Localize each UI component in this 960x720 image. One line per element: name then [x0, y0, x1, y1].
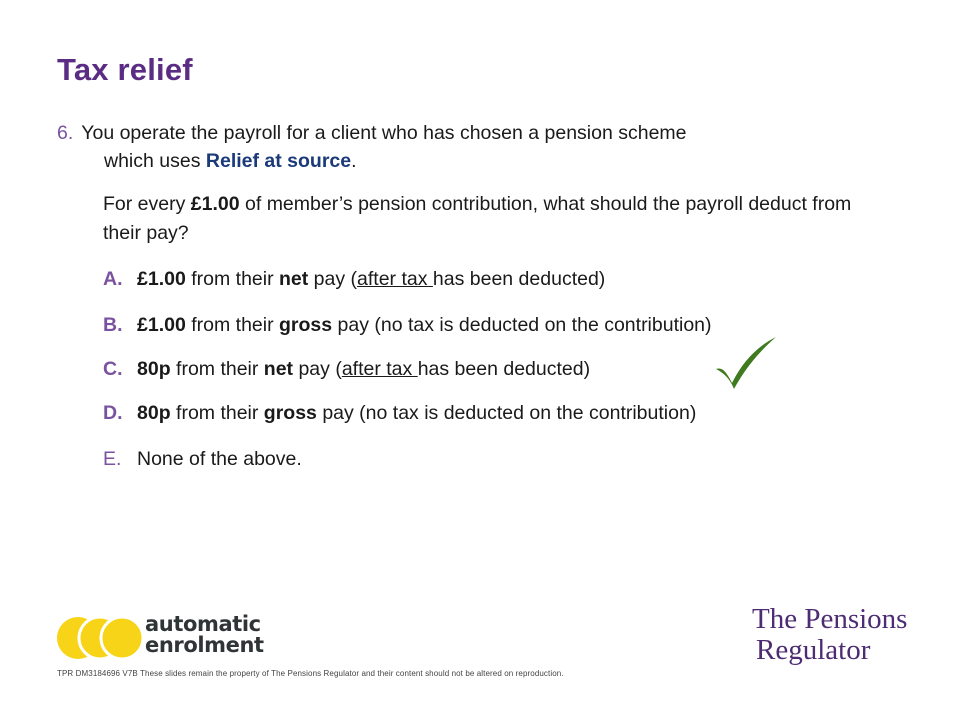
option-text: from their: [185, 268, 279, 290]
option-kind: net: [279, 268, 309, 290]
footer-disclaimer: TPR DM3184696 V7B These slides remain the property of The Pensions Regulator and their content should not be altered on reproduction.: [57, 669, 564, 678]
option-text: pay (: [308, 268, 358, 290]
option-underlined: after tax: [341, 358, 418, 380]
option-c: [103, 357, 590, 381]
option-text: from their: [170, 358, 264, 380]
relief-at-source: Relief at source: [205, 150, 352, 172]
option-kind: gross: [279, 314, 333, 336]
option-amount: £1.00: [137, 268, 186, 290]
option-text: pay (no tax is deducted on the contribution): [332, 314, 712, 336]
option-amount: 80p: [137, 402, 171, 424]
option-text: pay (: [293, 358, 342, 380]
option-text: from their: [185, 314, 279, 336]
pensions-regulator-logo: [752, 604, 907, 666]
question-line-2-pre: which uses: [104, 150, 206, 172]
option-b: [103, 313, 712, 337]
prompt-pre: For every: [103, 193, 191, 215]
option-amount: 80p: [137, 358, 171, 380]
question-prompt: [103, 190, 863, 248]
automatic-enrolment-wordmark: [145, 614, 264, 656]
option-d: [103, 401, 696, 425]
option-a: [103, 267, 605, 291]
option-kind: net: [263, 358, 294, 380]
prompt-amount: £1.00: [190, 193, 240, 215]
option-letter: B.: [103, 314, 123, 336]
tpr-line-1: The Pensions: [752, 603, 908, 635]
question-number: 6.: [57, 122, 74, 144]
option-letter: D.: [103, 402, 123, 424]
check-icon: [712, 333, 782, 393]
question-line-1: You operate the payroll for a client who has chosen a pension scheme: [81, 122, 687, 144]
option-text: has been deducted): [432, 268, 606, 290]
option-letter: A.: [103, 268, 123, 290]
option-text: pay (no tax is deducted on the contribution): [316, 402, 697, 424]
option-underlined: after tax: [357, 268, 433, 290]
option-amount: £1.00: [137, 314, 186, 336]
option-text: None of the above.: [137, 448, 302, 470]
option-e: [103, 447, 302, 471]
ae-line-1: automatic: [145, 612, 261, 636]
ae-line-2: enrolment: [145, 633, 264, 657]
option-kind: gross: [263, 402, 317, 424]
slide-title: Tax relief: [57, 52, 193, 87]
option-letter: C.: [103, 358, 123, 380]
prompt-post: of member’s pension contribution, what should the payroll deduct from their pay?: [103, 193, 852, 244]
option-letter: E.: [103, 448, 122, 470]
tpr-line-2: Regulator: [756, 634, 871, 666]
option-text: from their: [170, 402, 264, 424]
option-text: has been deducted): [417, 358, 591, 380]
question-line-2: [57, 147, 877, 175]
question-line-2-post: .: [351, 150, 357, 172]
question-text: [57, 119, 877, 175]
